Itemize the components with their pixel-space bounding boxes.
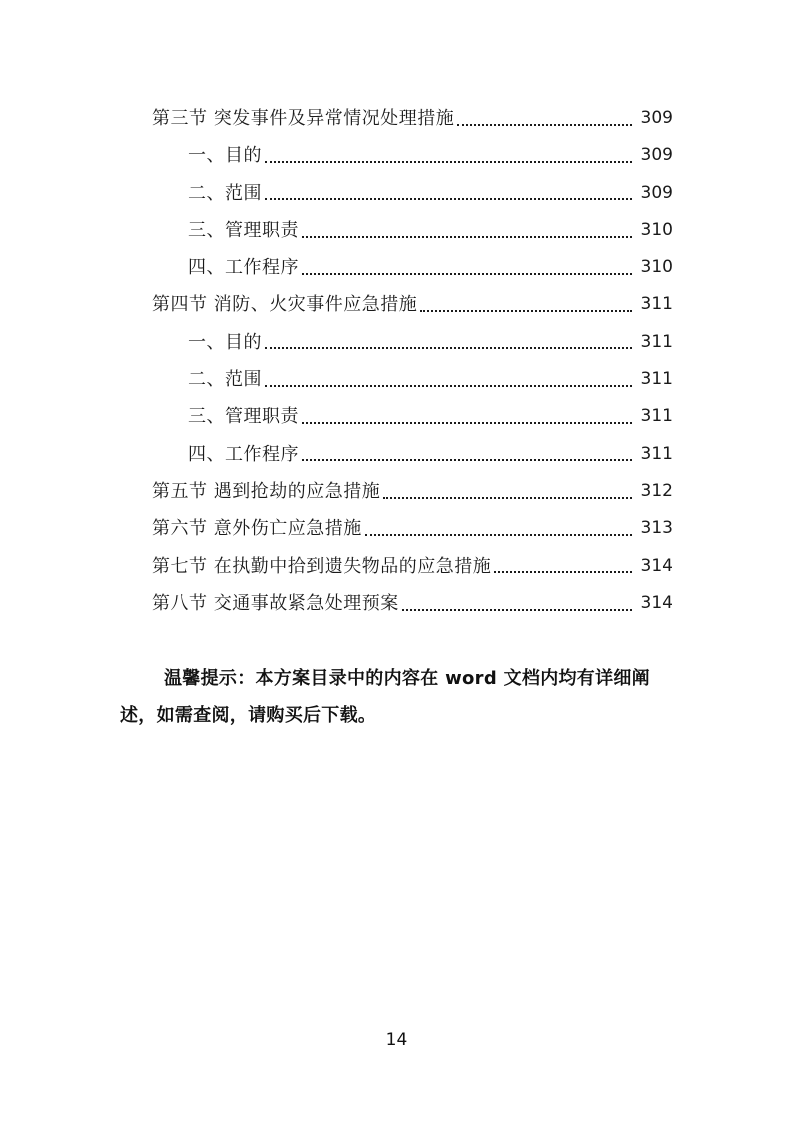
toc-entry-procedure[interactable]: [0, 249, 793, 286]
toc-entry-purpose[interactable]: [0, 137, 793, 174]
toc-entry-page: 313: [640, 518, 673, 539]
toc-entry-page: 310: [640, 219, 673, 240]
toc-entry-title: 一、目的: [188, 331, 262, 353]
dot-leader: [265, 160, 632, 163]
dot-leader: [302, 458, 632, 461]
toc-entry-section-7[interactable]: [0, 548, 793, 585]
toc-entry-title: 第七节 在执勤中拾到遗失物品的应急措施: [152, 555, 492, 577]
toc-entry-title: 第三节 突发事件及异常情况处理措施: [152, 108, 455, 129]
toc-entry-title: 第四节 消防、火灾事件应急措施: [152, 294, 418, 316]
toc-entry-title: 三、管理职责: [188, 406, 299, 428]
toc-entry-page: 309: [640, 108, 673, 128]
toc-entry-page: 311: [640, 294, 673, 315]
dot-leader: [265, 384, 632, 387]
dot-leader: [265, 197, 632, 200]
toc-entry-page: 310: [640, 257, 673, 278]
toc-entry-section-8[interactable]: [0, 585, 793, 622]
toc-entry-responsibilities[interactable]: [0, 398, 793, 435]
table-of-contents: [0, 100, 793, 622]
dot-leader: [302, 272, 632, 275]
toc-entry-title: 四、工作程序: [188, 443, 299, 465]
toc-entry-page: 311: [640, 331, 673, 352]
dot-leader: [402, 608, 632, 611]
toc-entry-title: 第六节 意外伤亡应急措施: [152, 518, 362, 540]
toc-entry-title: 第五节 遇到抢劫的应急措施: [152, 480, 381, 502]
toc-entry-section-3[interactable]: [0, 100, 793, 137]
toc-entry-page: 314: [640, 592, 673, 613]
toc-entry-title: 四、工作程序: [188, 257, 299, 279]
toc-entry-scope[interactable]: [0, 175, 793, 212]
dot-leader: [365, 533, 632, 536]
toc-entry-page: 311: [640, 369, 673, 390]
toc-entry-scope[interactable]: [0, 361, 793, 398]
toc-entry-page: 311: [640, 443, 673, 464]
dot-leader: [383, 496, 632, 499]
dot-leader: [420, 309, 632, 312]
toc-entry-page: 314: [640, 555, 673, 576]
dot-leader: [457, 123, 632, 126]
toc-entry-page: 311: [640, 406, 673, 427]
dot-leader: [265, 346, 632, 349]
toc-entry-page: 309: [640, 182, 673, 203]
toc-entry-purpose[interactable]: [0, 324, 793, 361]
toc-entry-title: 二、范围: [188, 182, 262, 204]
toc-entry-section-4[interactable]: [0, 286, 793, 323]
toc-entry-page: 309: [640, 145, 673, 166]
dot-leader: [302, 235, 632, 238]
toc-entry-title: 一、目的: [188, 145, 262, 167]
toc-entry-section-5[interactable]: [0, 473, 793, 510]
toc-entry-procedure[interactable]: [0, 436, 793, 473]
toc-entry-page: 312: [640, 480, 673, 501]
toc-entry-section-6[interactable]: [0, 510, 793, 547]
toc-entry-responsibilities[interactable]: [0, 212, 793, 249]
toc-entry-title: 三、管理职责: [188, 219, 299, 241]
page-number: 14: [385, 1030, 408, 1050]
dot-leader: [302, 421, 632, 424]
toc-entry-title: 二、范围: [188, 369, 262, 391]
download-notice: 温馨提示：本方案目录中的内容在 word 文档内均有详细阐述，如需查阅，请购买后下载。: [120, 668, 650, 726]
toc-entry-title: 第八节 交通事故紧急处理预案: [152, 592, 399, 614]
dot-leader: [494, 570, 632, 573]
